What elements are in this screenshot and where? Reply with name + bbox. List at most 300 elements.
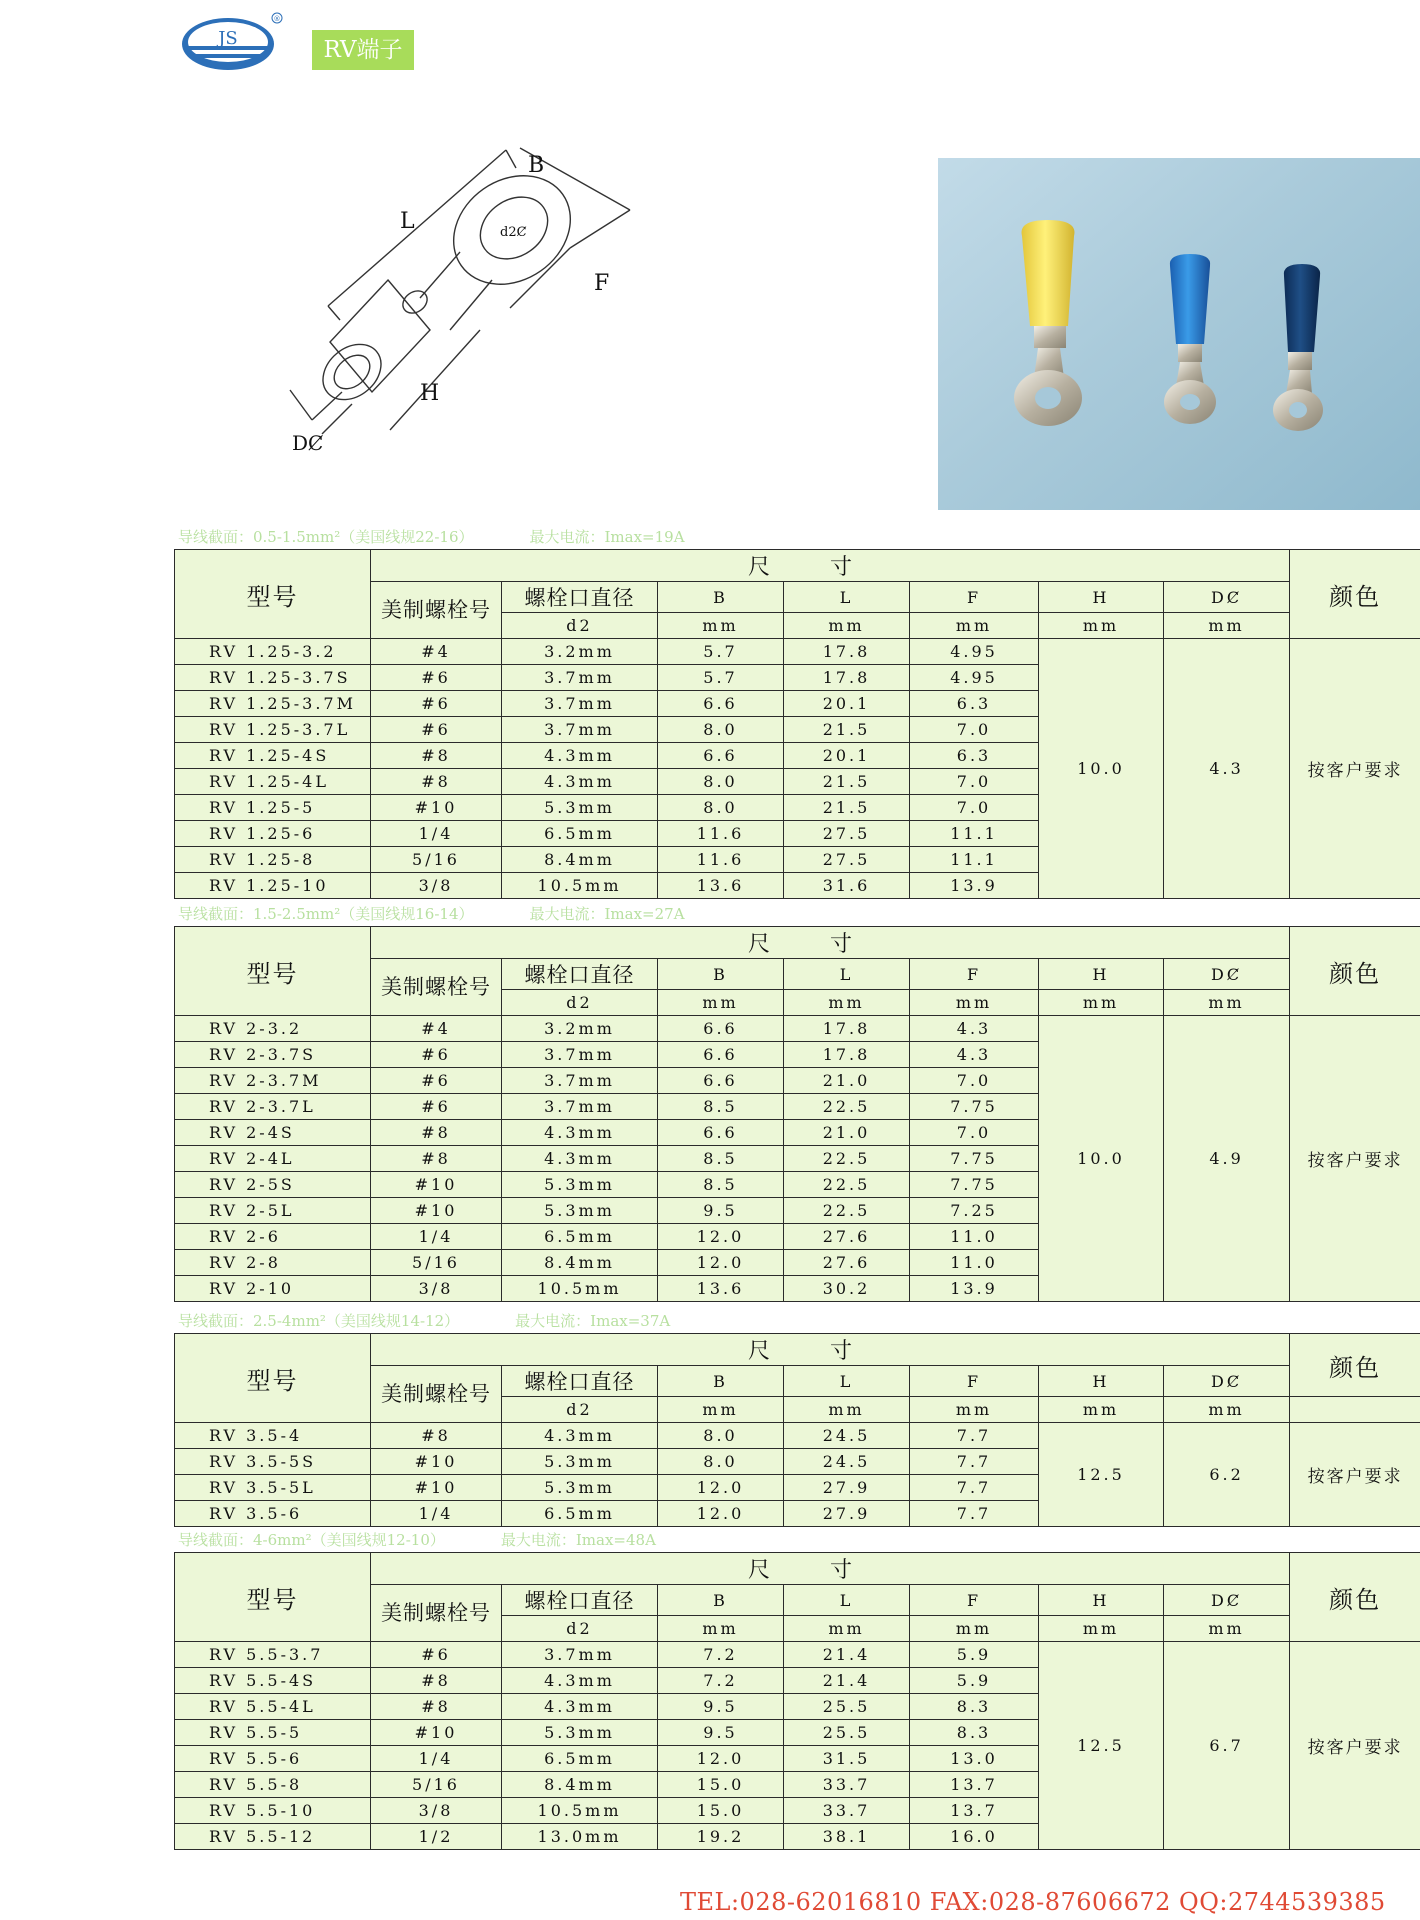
color-unit-blank	[1290, 1397, 1420, 1423]
l-cell: 22.5	[784, 1094, 910, 1120]
hole-cell: 6.5mm	[502, 1501, 658, 1527]
hole-cell: 3.7mm	[502, 691, 658, 717]
b-cell: 13.6	[658, 873, 784, 899]
model-cell: RV 2-6	[175, 1224, 371, 1250]
h-unit: mm	[1039, 1616, 1164, 1642]
b-cell: 6.6	[658, 1016, 784, 1042]
f-cell: 5.9	[910, 1668, 1039, 1694]
size-header: 尺寸	[371, 550, 1290, 582]
screw-cell: #6	[371, 665, 502, 691]
b-header: B	[658, 959, 784, 990]
screw-cell: #8	[371, 1120, 502, 1146]
l-cell: 21.5	[784, 717, 910, 743]
h-unit: mm	[1039, 990, 1164, 1016]
b-cell: 11.6	[658, 847, 784, 873]
color-value-cell: 按客户要求	[1290, 1016, 1420, 1302]
l-cell: 33.7	[784, 1772, 910, 1798]
screw-cell: #10	[371, 1475, 502, 1501]
h-header: H	[1039, 582, 1164, 613]
spec-table	[174, 1552, 1420, 1850]
b-cell: 8.5	[658, 1172, 784, 1198]
model-cell: RV 3.5-4	[175, 1423, 371, 1449]
screw-cell: #6	[371, 691, 502, 717]
max-current-text: 最大电流：Imax=27A	[529, 905, 685, 923]
f-cell: 13.7	[910, 1798, 1039, 1824]
screw-header: 美制螺栓号	[371, 582, 502, 639]
l-unit: mm	[784, 1397, 910, 1423]
f-cell: 11.0	[910, 1250, 1039, 1276]
model-cell: RV 2-5S	[175, 1172, 371, 1198]
b-cell: 6.6	[658, 1042, 784, 1068]
dim-label-d: DȻ	[292, 431, 324, 455]
model-cell: RV 1.25-4S	[175, 743, 371, 769]
l-header: L	[784, 1366, 910, 1397]
spec-table	[174, 926, 1420, 1302]
model-cell: RV 2-8	[175, 1250, 371, 1276]
b-cell: 8.0	[658, 795, 784, 821]
d-header: DȻ	[1164, 959, 1290, 990]
hole-cell: 3.2mm	[502, 1016, 658, 1042]
hole-cell: 3.7mm	[502, 1068, 658, 1094]
logo-text: JS	[218, 28, 238, 49]
spec-caption	[178, 1529, 656, 1551]
f-cell: 5.9	[910, 1642, 1039, 1668]
screw-cell: #10	[371, 1198, 502, 1224]
d-value-cell: 4.9	[1164, 1016, 1290, 1302]
hole-cell: 4.3mm	[502, 1694, 658, 1720]
product-title: RV端子	[312, 30, 414, 70]
f-cell: 7.75	[910, 1146, 1039, 1172]
l-cell: 33.7	[784, 1798, 910, 1824]
b-cell: 8.0	[658, 717, 784, 743]
spec-row	[175, 639, 1420, 665]
model-cell: RV 3.5-5S	[175, 1449, 371, 1475]
spec-caption	[178, 1310, 670, 1332]
model-cell: RV 1.25-5	[175, 795, 371, 821]
b-cell: 9.5	[658, 1198, 784, 1224]
b-cell: 19.2	[658, 1824, 784, 1850]
spec-row	[175, 1423, 1420, 1449]
model-cell: RV 5.5-10	[175, 1798, 371, 1824]
company-logo	[178, 12, 284, 72]
registered-mark: ®	[273, 15, 281, 23]
spec-row	[175, 1016, 1420, 1042]
b-cell: 6.6	[658, 743, 784, 769]
hole-cell: 4.3mm	[502, 743, 658, 769]
d-header: DȻ	[1164, 1366, 1290, 1397]
f-cell: 7.0	[910, 769, 1039, 795]
size-header: 尺寸	[371, 1553, 1290, 1585]
f-cell: 11.1	[910, 821, 1039, 847]
model-cell: RV 5.5-4L	[175, 1694, 371, 1720]
b-cell: 5.7	[658, 639, 784, 665]
color-value-cell: 按客户要求	[1290, 1423, 1420, 1527]
h-value-cell: 10.0	[1039, 1016, 1164, 1302]
f-header: F	[910, 959, 1039, 990]
h-unit: mm	[1039, 1397, 1164, 1423]
f-cell: 8.3	[910, 1720, 1039, 1746]
hole-cell: 3.7mm	[502, 1094, 658, 1120]
l-header: L	[784, 959, 910, 990]
hole-cell: 3.7mm	[502, 1642, 658, 1668]
l-cell: 27.6	[784, 1250, 910, 1276]
screw-header: 美制螺栓号	[371, 1585, 502, 1642]
model-header: 型号	[175, 1553, 371, 1642]
b-header: B	[658, 1585, 784, 1616]
l-cell: 20.1	[784, 743, 910, 769]
h-value-cell: 12.5	[1039, 1642, 1164, 1850]
b-unit: mm	[658, 1616, 784, 1642]
dim-label-d2: d2Ȼ	[500, 225, 527, 240]
l-cell: 17.8	[784, 665, 910, 691]
wire-section-text: 导线截面：0.5-1.5mm²（美国线规22-16）	[178, 528, 474, 546]
dim-label-b: B	[528, 153, 545, 178]
hole-cell: 6.5mm	[502, 1746, 658, 1772]
model-cell: RV 2-4S	[175, 1120, 371, 1146]
f-cell: 11.0	[910, 1224, 1039, 1250]
screw-cell: #6	[371, 717, 502, 743]
l-cell: 22.5	[784, 1146, 910, 1172]
b-cell: 12.0	[658, 1224, 784, 1250]
hole-cell: 3.2mm	[502, 639, 658, 665]
d-unit: mm	[1164, 613, 1290, 639]
model-header: 型号	[175, 550, 371, 639]
color-value-cell: 按客户要求	[1290, 639, 1420, 899]
model-cell: RV 5.5-4S	[175, 1668, 371, 1694]
hole-header: 螺栓口直径	[502, 1366, 658, 1397]
f-cell: 11.1	[910, 847, 1039, 873]
max-current-text: 最大电流：Imax=48A	[500, 1531, 656, 1549]
model-cell: RV 3.5-6	[175, 1501, 371, 1527]
h-value-cell: 10.0	[1039, 639, 1164, 899]
model-cell: RV 2-5L	[175, 1198, 371, 1224]
f-cell: 4.95	[910, 639, 1039, 665]
l-cell: 21.4	[784, 1642, 910, 1668]
h-header: H	[1039, 1366, 1164, 1397]
model-cell: RV 2-3.7M	[175, 1068, 371, 1094]
l-cell: 27.5	[784, 847, 910, 873]
screw-cell: #8	[371, 769, 502, 795]
d-unit: mm	[1164, 1397, 1290, 1423]
model-cell: RV 1.25-3.7S	[175, 665, 371, 691]
f-cell: 7.7	[910, 1501, 1039, 1527]
d-value-cell: 4.3	[1164, 639, 1290, 899]
hole-cell: 4.3mm	[502, 1120, 658, 1146]
f-cell: 7.7	[910, 1475, 1039, 1501]
l-header: L	[784, 582, 910, 613]
l-unit: mm	[784, 990, 910, 1016]
screw-cell: #10	[371, 1720, 502, 1746]
hole-cell: 13.0mm	[502, 1824, 658, 1850]
l-cell: 38.1	[784, 1824, 910, 1850]
hole-cell: 6.5mm	[502, 1224, 658, 1250]
f-cell: 7.0	[910, 1120, 1039, 1146]
d-header: DȻ	[1164, 582, 1290, 613]
hole-header: 螺栓口直径	[502, 582, 658, 613]
screw-cell: 1/4	[371, 821, 502, 847]
hole-unit: d2	[502, 1616, 658, 1642]
screw-cell: 1/2	[371, 1824, 502, 1850]
b-cell: 7.2	[658, 1668, 784, 1694]
model-cell: RV 1.25-3.7L	[175, 717, 371, 743]
screw-cell: 3/8	[371, 1276, 502, 1302]
f-header: F	[910, 1585, 1039, 1616]
screw-cell: #6	[371, 1042, 502, 1068]
f-cell: 7.75	[910, 1172, 1039, 1198]
color-header: 颜色	[1290, 1553, 1420, 1642]
screw-cell: 5/16	[371, 1250, 502, 1276]
terminal-dimension-diagram	[270, 130, 660, 470]
hole-cell: 4.3mm	[502, 1668, 658, 1694]
model-cell: RV 1.25-3.7M	[175, 691, 371, 717]
hole-cell: 8.4mm	[502, 1772, 658, 1798]
model-cell: RV 5.5-8	[175, 1772, 371, 1798]
f-unit: mm	[910, 1397, 1039, 1423]
spec-row	[175, 1642, 1420, 1668]
spec-table	[174, 1333, 1420, 1527]
b-cell: 12.0	[658, 1250, 784, 1276]
hole-cell: 5.3mm	[502, 1475, 658, 1501]
screw-cell: #6	[371, 1068, 502, 1094]
l-cell: 30.2	[784, 1276, 910, 1302]
screw-cell: #8	[371, 1668, 502, 1694]
screw-cell: #8	[371, 743, 502, 769]
screw-header: 美制螺栓号	[371, 1366, 502, 1423]
size-header: 尺寸	[371, 927, 1290, 959]
hole-cell: 8.4mm	[502, 847, 658, 873]
f-cell: 7.75	[910, 1094, 1039, 1120]
f-cell: 16.0	[910, 1824, 1039, 1850]
max-current-text: 最大电流：Imax=19A	[529, 528, 685, 546]
max-current-text: 最大电流：Imax=37A	[515, 1312, 671, 1330]
hole-cell: 5.3mm	[502, 1449, 658, 1475]
b-cell: 6.6	[658, 1068, 784, 1094]
screw-cell: 5/16	[371, 847, 502, 873]
model-cell: RV 2-3.7L	[175, 1094, 371, 1120]
h-unit: mm	[1039, 613, 1164, 639]
wire-section-text: 导线截面：2.5-4mm²（美国线规14-12）	[178, 1312, 460, 1330]
l-cell: 22.5	[784, 1172, 910, 1198]
h-header: H	[1039, 1585, 1164, 1616]
spec-table	[174, 549, 1420, 899]
f-cell: 7.0	[910, 717, 1039, 743]
l-header: L	[784, 1585, 910, 1616]
b-header: B	[658, 1366, 784, 1397]
color-header: 颜色	[1290, 927, 1420, 1016]
hole-cell: 8.4mm	[502, 1250, 658, 1276]
l-cell: 24.5	[784, 1423, 910, 1449]
f-cell: 4.95	[910, 665, 1039, 691]
b-cell: 11.6	[658, 821, 784, 847]
hole-cell: 5.3mm	[502, 1720, 658, 1746]
f-header: F	[910, 582, 1039, 613]
screw-cell: #8	[371, 1694, 502, 1720]
f-cell: 7.0	[910, 1068, 1039, 1094]
wire-section-text: 导线截面：4-6mm²（美国线规12-10）	[178, 1531, 445, 1549]
b-cell: 6.6	[658, 1120, 784, 1146]
screw-cell: 5/16	[371, 1772, 502, 1798]
f-cell: 6.3	[910, 743, 1039, 769]
screw-cell: 1/4	[371, 1501, 502, 1527]
b-cell: 8.0	[658, 1423, 784, 1449]
f-unit: mm	[910, 990, 1039, 1016]
l-cell: 20.1	[784, 691, 910, 717]
b-cell: 6.6	[658, 691, 784, 717]
h-header: H	[1039, 959, 1164, 990]
hole-cell: 3.7mm	[502, 665, 658, 691]
screw-cell: 1/4	[371, 1746, 502, 1772]
b-cell: 15.0	[658, 1798, 784, 1824]
f-unit: mm	[910, 1616, 1039, 1642]
b-cell: 8.5	[658, 1146, 784, 1172]
model-cell: RV 2-3.2	[175, 1016, 371, 1042]
l-cell: 21.5	[784, 795, 910, 821]
d-unit: mm	[1164, 990, 1290, 1016]
screw-cell: #8	[371, 1423, 502, 1449]
hole-cell: 5.3mm	[502, 795, 658, 821]
color-header: 颜色	[1290, 1334, 1420, 1397]
model-header: 型号	[175, 927, 371, 1016]
d-header: DȻ	[1164, 1585, 1290, 1616]
l-cell: 31.6	[784, 873, 910, 899]
model-cell: RV 1.25-4L	[175, 769, 371, 795]
f-cell: 4.3	[910, 1042, 1039, 1068]
l-cell: 21.0	[784, 1120, 910, 1146]
l-cell: 27.5	[784, 821, 910, 847]
model-cell: RV 2-4L	[175, 1146, 371, 1172]
hole-cell: 4.3mm	[502, 769, 658, 795]
f-cell: 13.0	[910, 1746, 1039, 1772]
b-unit: mm	[658, 1397, 784, 1423]
hole-cell: 10.5mm	[502, 1798, 658, 1824]
b-cell: 7.2	[658, 1642, 784, 1668]
screw-cell: #6	[371, 1642, 502, 1668]
f-cell: 13.9	[910, 1276, 1039, 1302]
b-unit: mm	[658, 990, 784, 1016]
dim-label-h: H	[420, 381, 440, 406]
l-cell: 25.5	[784, 1720, 910, 1746]
hole-cell: 10.5mm	[502, 1276, 658, 1302]
l-cell: 27.6	[784, 1224, 910, 1250]
screw-cell: #6	[371, 1094, 502, 1120]
l-unit: mm	[784, 613, 910, 639]
screw-cell: 3/8	[371, 873, 502, 899]
f-cell: 7.7	[910, 1449, 1039, 1475]
screw-cell: #10	[371, 1172, 502, 1198]
dim-label-l: L	[400, 209, 415, 234]
b-cell: 9.5	[658, 1694, 784, 1720]
hole-cell: 4.3mm	[502, 1146, 658, 1172]
model-cell: RV 5.5-12	[175, 1824, 371, 1850]
model-cell: RV 5.5-3.7	[175, 1642, 371, 1668]
b-cell: 8.5	[658, 1094, 784, 1120]
hole-header: 螺栓口直径	[502, 959, 658, 990]
l-cell: 25.5	[784, 1694, 910, 1720]
l-cell: 31.5	[784, 1746, 910, 1772]
b-cell: 8.0	[658, 1449, 784, 1475]
hole-unit: d2	[502, 613, 658, 639]
hole-cell: 3.7mm	[502, 1042, 658, 1068]
b-cell: 13.6	[658, 1276, 784, 1302]
l-cell: 24.5	[784, 1449, 910, 1475]
l-unit: mm	[784, 1616, 910, 1642]
model-header: 型号	[175, 1334, 371, 1423]
hole-cell: 6.5mm	[502, 821, 658, 847]
hole-cell: 5.3mm	[502, 1172, 658, 1198]
l-cell: 27.9	[784, 1501, 910, 1527]
dim-label-f: F	[594, 271, 610, 296]
b-cell: 9.5	[658, 1720, 784, 1746]
l-cell: 27.9	[784, 1475, 910, 1501]
b-cell: 12.0	[658, 1501, 784, 1527]
l-cell: 21.4	[784, 1668, 910, 1694]
l-cell: 21.0	[784, 1068, 910, 1094]
f-header: F	[910, 1366, 1039, 1397]
spec-caption	[178, 526, 685, 548]
color-header: 颜色	[1290, 550, 1420, 639]
size-header: 尺寸	[371, 1334, 1290, 1366]
f-cell: 8.3	[910, 1694, 1039, 1720]
screw-cell: #4	[371, 639, 502, 665]
model-cell: RV 2-3.7S	[175, 1042, 371, 1068]
h-value-cell: 12.5	[1039, 1423, 1164, 1527]
f-cell: 13.7	[910, 1772, 1039, 1798]
contact-info: TEL:028-62016810 FAX:028-87606672 QQ:2744539385	[680, 1888, 1386, 1916]
d-value-cell: 6.7	[1164, 1642, 1290, 1850]
l-cell: 21.5	[784, 769, 910, 795]
d-unit: mm	[1164, 1616, 1290, 1642]
spec-caption	[178, 903, 685, 925]
f-cell: 4.3	[910, 1016, 1039, 1042]
l-cell: 17.8	[784, 1042, 910, 1068]
model-cell: RV 5.5-6	[175, 1746, 371, 1772]
hole-unit: d2	[502, 1397, 658, 1423]
l-cell: 17.8	[784, 1016, 910, 1042]
l-cell: 17.8	[784, 639, 910, 665]
hole-cell: 10.5mm	[502, 873, 658, 899]
model-cell: RV 2-10	[175, 1276, 371, 1302]
d-value-cell: 6.2	[1164, 1423, 1290, 1527]
screw-header: 美制螺栓号	[371, 959, 502, 1016]
hole-unit: d2	[502, 990, 658, 1016]
model-cell: RV 1.25-3.2	[175, 639, 371, 665]
f-cell: 6.3	[910, 691, 1039, 717]
screw-cell: #10	[371, 795, 502, 821]
model-cell: RV 5.5-5	[175, 1720, 371, 1746]
b-cell: 15.0	[658, 1772, 784, 1798]
screw-cell: #10	[371, 1449, 502, 1475]
l-cell: 22.5	[784, 1198, 910, 1224]
f-unit: mm	[910, 613, 1039, 639]
f-cell: 7.7	[910, 1423, 1039, 1449]
b-cell: 8.0	[658, 769, 784, 795]
hole-cell: 4.3mm	[502, 1423, 658, 1449]
product-photo	[938, 158, 1420, 510]
model-cell: RV 3.5-5L	[175, 1475, 371, 1501]
b-cell: 12.0	[658, 1475, 784, 1501]
b-unit: mm	[658, 613, 784, 639]
model-cell: RV 1.25-6	[175, 821, 371, 847]
b-cell: 5.7	[658, 665, 784, 691]
model-cell: RV 1.25-8	[175, 847, 371, 873]
color-value-cell: 按客户要求	[1290, 1642, 1420, 1850]
wire-section-text: 导线截面：1.5-2.5mm²（美国线规16-14）	[178, 905, 474, 923]
b-header: B	[658, 582, 784, 613]
hole-cell: 5.3mm	[502, 1198, 658, 1224]
screw-cell: 1/4	[371, 1224, 502, 1250]
hole-cell: 3.7mm	[502, 717, 658, 743]
hole-header: 螺栓口直径	[502, 1585, 658, 1616]
